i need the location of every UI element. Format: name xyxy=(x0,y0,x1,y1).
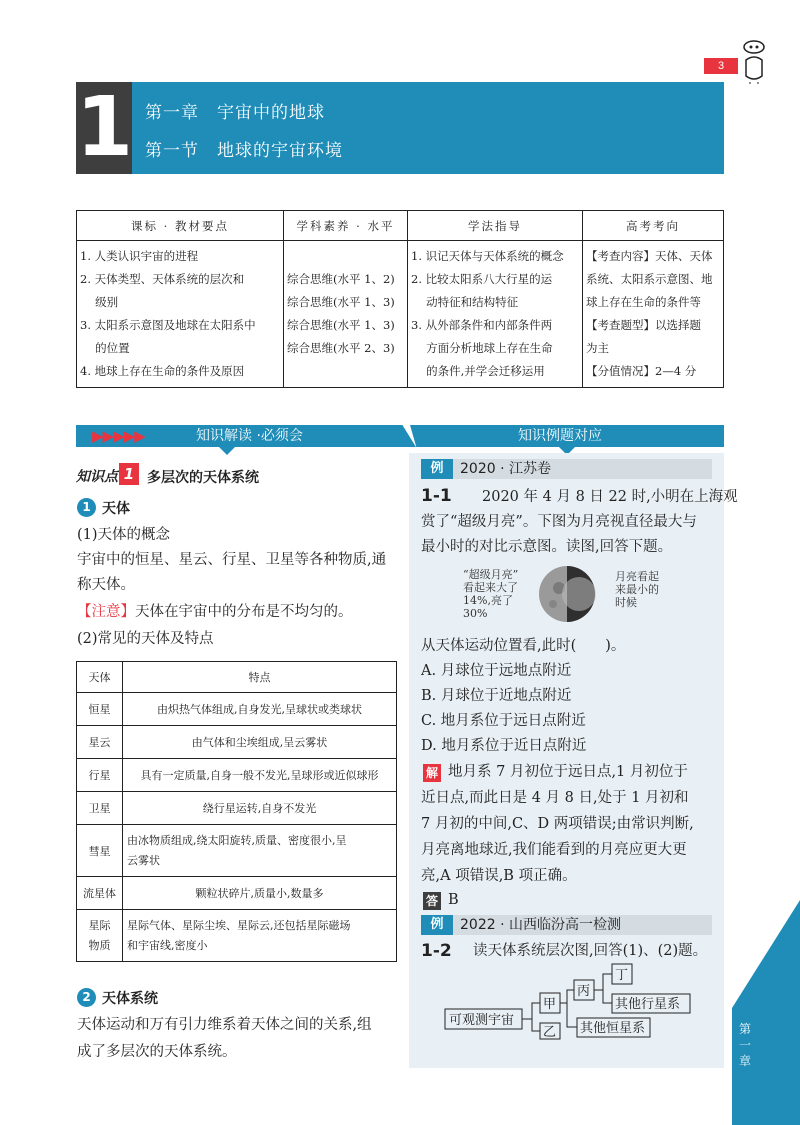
text-line: 由冰物质组成,绕太阳旋转,质量、密度很小,呈 xyxy=(127,833,347,847)
table-cell: 绕行星运转,自身不发光 xyxy=(123,792,397,825)
table-cell xyxy=(123,825,397,877)
table-cell: 具有一定质量,自身一般不发光,呈球形或近似球形 xyxy=(123,759,397,792)
question-number: 1-1 xyxy=(421,486,452,506)
question-number: 1-2 xyxy=(421,941,452,961)
analysis-text: 地月系 7 月初位于远日点,1 月初位于 xyxy=(448,764,688,780)
overview-header: 高考考向 xyxy=(583,211,724,241)
overview-header: 学科素养 · 水平 xyxy=(284,211,408,241)
page-number: 3 xyxy=(704,58,738,74)
knowledge-point-label: 知识点 xyxy=(76,469,118,485)
analysis-text: 7 月初的中间,C、D 两项错误;由常识判断, xyxy=(421,816,694,832)
paragraph: (2)常见的天体及特点 xyxy=(77,631,214,647)
overview-header: 学法指导 xyxy=(408,211,583,241)
table-cell: 流星体 xyxy=(77,877,123,910)
section-heading: 天体 xyxy=(102,501,130,517)
text-line: 1. 人类认识宇宙的进程 xyxy=(80,249,199,263)
table-cell: 彗星 xyxy=(77,825,123,877)
table-header: 特点 xyxy=(123,662,397,693)
figure-label-right xyxy=(615,570,659,609)
diagram-root: 可观测宇宙 xyxy=(449,1013,515,1028)
knowledge-point-number: 1 xyxy=(119,463,139,485)
text-line: “超级月亮” xyxy=(463,568,519,581)
overview-cell-points xyxy=(77,241,284,388)
text-line: 2. 比较太阳系八大行星的运 xyxy=(411,272,553,286)
text-line: 14%,亮了 xyxy=(463,594,513,607)
option: C. 地月系位于远日点附近 xyxy=(421,713,586,729)
paragraph: 称天体。 xyxy=(77,577,135,593)
question-text: 从天体运动位置看,此时( )。 xyxy=(421,638,626,654)
chapter-number: 1 xyxy=(76,80,134,175)
text-line: 【考查题型】以选择题 xyxy=(586,318,701,332)
text-line: 1. 识记天体与天体系统的概念 xyxy=(411,249,564,263)
table-row xyxy=(77,693,397,726)
table-row xyxy=(77,877,397,910)
table-row xyxy=(77,910,397,962)
text-line: 【考查内容】天体、天体 xyxy=(586,249,713,263)
corner-decoration xyxy=(732,900,800,1125)
text-line: 为主 xyxy=(586,341,609,355)
example-tag: 例 xyxy=(421,459,453,479)
diagram-node-a: 甲 xyxy=(543,997,557,1012)
table-row xyxy=(77,759,397,792)
overview-cell-method xyxy=(408,241,583,388)
text-line: 看起来大了 xyxy=(463,581,518,594)
table-row xyxy=(77,825,397,877)
option: A. 月球位于远地点附近 xyxy=(421,663,572,679)
analysis-text: 亮,A 项错误,B 项正确。 xyxy=(421,868,577,884)
overview-cell-literacy xyxy=(284,241,408,388)
text-line: 球上存在生命的条件等 xyxy=(586,295,701,309)
table-header: 天体 xyxy=(77,662,123,693)
analysis-tag: 解 xyxy=(423,764,441,782)
text-line: 3. 从外部条件和内部条件两 xyxy=(411,318,553,332)
overview-table xyxy=(76,210,724,388)
example-source: 2022 · 山西临汾高一检测 xyxy=(460,917,621,933)
text-line: 物质 xyxy=(88,938,111,952)
text-line: 方面分析地球上存在生命 xyxy=(411,341,553,355)
question-stem: 最小时的对比示意图。读图,回答下题。 xyxy=(421,539,673,555)
table-cell: 颗粒状碎片,质量小,数量多 xyxy=(123,877,397,910)
table-row xyxy=(77,792,397,825)
answer-tag: 答 xyxy=(423,892,441,910)
text-line: 3. 太阳系示意图及地球在太阳系中 xyxy=(80,318,256,332)
paragraph: 宇宙中的恒星、星云、行星、卫星等各种物质,通 xyxy=(77,552,387,568)
table-cell xyxy=(77,910,123,962)
text-line: 星际气体、星际尘埃、星际云,还包括星际磁场 xyxy=(127,918,351,932)
question-stem: 2020 年 4 月 8 日 22 时,小明在上海观 xyxy=(482,489,738,505)
table-cell: 由炽热气体组成,自身发光,呈球状或类球状 xyxy=(123,693,397,726)
diagram-node-f: 其他恒星系 xyxy=(580,1021,646,1036)
note-text: 天体在宇宙中的分布是不均匀的。 xyxy=(135,604,353,620)
text-line: 星际 xyxy=(88,918,111,932)
paragraph: 天体运动和万有引力维系着天体之间的关系,组 xyxy=(77,1017,372,1033)
example-source: 2020 · 江苏卷 xyxy=(460,461,551,477)
celestial-system-hierarchy-diagram xyxy=(444,960,704,1040)
table-cell: 星云 xyxy=(77,726,123,759)
text-line: 级别 xyxy=(80,295,119,309)
figure-label-left xyxy=(463,568,518,620)
table-cell: 行星 xyxy=(77,759,123,792)
table-cell: 恒星 xyxy=(77,693,123,726)
text-line: 综合思维(水平 1、2) xyxy=(287,272,395,286)
bar-left-label: 知识解读 ·必须会 xyxy=(196,428,303,444)
option: D. 地月系位于近日点附近 xyxy=(421,738,587,754)
section-number-badge: 2 xyxy=(77,988,96,1007)
text-line: 综合思维(水平 1、3) xyxy=(287,318,395,332)
option: B. 月球位于近地点附近 xyxy=(421,688,572,704)
text-line: 【分值情况】2—4 分 xyxy=(586,364,697,378)
chapter-side-tab: 第一章 xyxy=(738,1022,751,1068)
bar-right-label: 知识例题对应 xyxy=(518,428,602,444)
analysis-text: 月亮离地球近,我们能看到的月亮应更大更 xyxy=(421,842,687,858)
text-line: 2. 天体类型、天体系统的层次和 xyxy=(80,272,245,286)
text-line: 和宇宙线,密度小 xyxy=(127,938,208,952)
diagram-node-e: 其他行星系 xyxy=(615,997,681,1012)
celestial-features-table xyxy=(76,661,397,962)
note xyxy=(77,600,353,624)
table-cell: 由气体和尘埃组成,呈云雾状 xyxy=(123,726,397,759)
bar-pointer xyxy=(218,446,236,455)
example-tag: 例 xyxy=(421,915,453,935)
note-mark: 【注意】 xyxy=(77,604,135,620)
chapter-title: 第一章 宇宙中的地球 xyxy=(145,103,325,123)
section-number-badge: 1 xyxy=(77,498,96,517)
paragraph: (1)天体的概念 xyxy=(77,527,171,543)
text-line: 综合思维(水平 2、3) xyxy=(287,341,395,355)
arrow-icons: ▶▶▶▶▶ xyxy=(92,427,145,445)
text-line: 云雾状 xyxy=(127,853,160,867)
overview-header: 课标 · 教材要点 xyxy=(77,211,284,241)
table-cell: 卫星 xyxy=(77,792,123,825)
answer-text: B xyxy=(448,892,459,908)
section-title: 第一节 地球的宇宙环境 xyxy=(145,141,343,161)
table-row xyxy=(77,726,397,759)
diagram-node-d: 丁 xyxy=(615,968,629,983)
section-heading: 天体系统 xyxy=(102,991,158,1007)
text-line: 月亮看起 xyxy=(615,570,659,583)
diagram-node-b: 乙 xyxy=(543,1025,557,1040)
text-line: 综合思维(水平 1、3) xyxy=(287,295,395,309)
paragraph: 成了多层次的天体系统。 xyxy=(77,1044,237,1060)
text-line: 的位置 xyxy=(80,341,130,355)
text-line: 30% xyxy=(463,607,488,620)
text-line: 来最小的 xyxy=(615,583,659,596)
mascot-icon xyxy=(740,38,770,84)
diagram-node-c: 丙 xyxy=(577,984,591,999)
question-stem: 赏了“超级月亮”。下图为月亮视直径最大与 xyxy=(421,514,697,530)
overview-cell-exam xyxy=(583,241,724,388)
question-stem: 读天体系统层次图,回答(1)、(2)题。 xyxy=(473,943,708,959)
text-line: 的条件,并学会迁移运用 xyxy=(411,364,545,378)
text-line: 时候 xyxy=(615,596,637,609)
table-cell xyxy=(123,910,397,962)
knowledge-point-title: 多层次的天体系统 xyxy=(147,470,259,486)
text-line: 4. 地球上存在生命的条件及原因 xyxy=(80,364,245,378)
analysis-text: 近日点,而此日是 4 月 8 日,处于 1 月初和 xyxy=(421,790,689,806)
text-line: 系统、太阳系示意图、地 xyxy=(586,272,713,286)
text-line: 动特征和结构特征 xyxy=(411,295,519,309)
